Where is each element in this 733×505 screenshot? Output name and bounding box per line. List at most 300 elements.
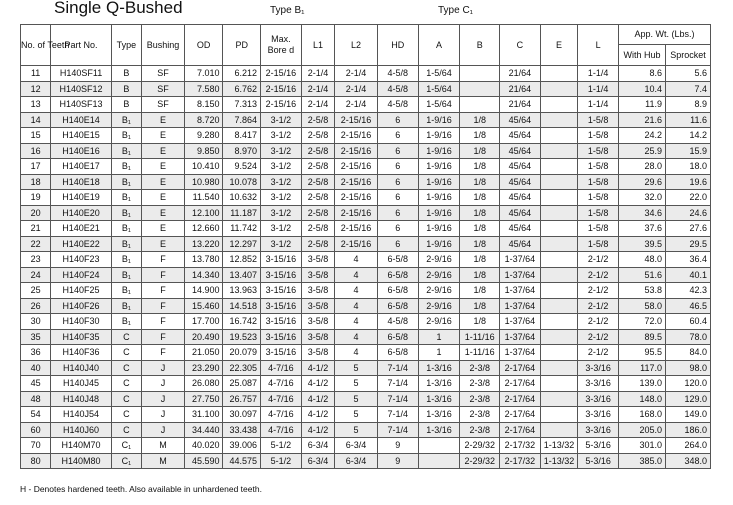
cell-bushing: E: [142, 112, 185, 128]
cell-bushing: F: [142, 345, 185, 361]
cell-a: 1: [418, 329, 460, 345]
cell-max-bore: 3-15/16: [261, 314, 302, 330]
cell-c: 45/64: [500, 128, 541, 144]
cell-bushing: SF: [142, 66, 185, 82]
cell-type: B₁: [111, 252, 141, 268]
cell-part-no: H140SF12: [51, 81, 112, 97]
cell-c: 21/64: [500, 81, 541, 97]
cell-hd: 9: [377, 438, 418, 454]
cell-with-hub: 51.6: [619, 267, 666, 283]
cell-l: 2-1/2: [578, 345, 619, 361]
cell-bushing: F: [142, 314, 185, 330]
cell-b: 1-11/16: [460, 345, 500, 361]
cell-sprocket: 19.6: [666, 174, 711, 190]
cell-l2: 2-15/16: [335, 159, 378, 175]
cell-part-no: H140J54: [51, 407, 112, 423]
header-b: B: [460, 25, 500, 66]
cell-e: [540, 345, 578, 361]
cell-hd: 6-5/8: [377, 252, 418, 268]
cell-a: 1-5/64: [418, 97, 460, 113]
cell-l: 1-1/4: [578, 66, 619, 82]
cell-l2: 4: [335, 252, 378, 268]
cell-l1: 2-5/8: [301, 143, 334, 159]
cell-l2: 4: [335, 345, 378, 361]
cell-c: 1-37/64: [500, 345, 541, 361]
cell-sprocket: 348.0: [666, 453, 711, 469]
cell-pd: 12.297: [223, 236, 261, 252]
cell-sprocket: 8.9: [666, 97, 711, 113]
cell-with-hub: 148.0: [619, 391, 666, 407]
cell-b: 1/8: [460, 128, 500, 144]
cell-max-bore: 4-7/16: [261, 391, 302, 407]
cell-sprocket: 78.0: [666, 329, 711, 345]
cell-c: 21/64: [500, 97, 541, 113]
cell-c: 1-37/64: [500, 283, 541, 299]
cell-e: [540, 174, 578, 190]
cell-type: B₁: [111, 298, 141, 314]
cell-e: [540, 143, 578, 159]
cell-max-bore: 5-1/2: [261, 453, 302, 469]
cell-type: C: [111, 329, 141, 345]
cell-b: 2-3/8: [460, 376, 500, 392]
table-row: [21, 221, 711, 237]
cell-teeth: 14: [21, 112, 51, 128]
table-row: [21, 422, 711, 438]
cell-bushing: J: [142, 422, 185, 438]
cell-type: C: [111, 407, 141, 423]
cell-pd: 9.524: [223, 159, 261, 175]
cell-b: 2-3/8: [460, 360, 500, 376]
table-row: [21, 345, 711, 361]
cell-a: 1: [418, 345, 460, 361]
cell-part-no: H140F35: [51, 329, 112, 345]
table-body: [21, 66, 711, 469]
cell-teeth: 22: [21, 236, 51, 252]
cell-c: 45/64: [500, 221, 541, 237]
cell-od: 27.750: [184, 391, 223, 407]
cell-sprocket: 129.0: [666, 391, 711, 407]
cell-max-bore: 3-15/16: [261, 267, 302, 283]
cell-bushing: J: [142, 407, 185, 423]
cell-b: 1/8: [460, 205, 500, 221]
cell-max-bore: 3-1/2: [261, 236, 302, 252]
cell-with-hub: 24.2: [619, 128, 666, 144]
cell-bushing: F: [142, 298, 185, 314]
cell-l2: 2-1/4: [335, 97, 378, 113]
cell-b: 2-3/8: [460, 391, 500, 407]
cell-hd: 4-5/8: [377, 81, 418, 97]
cell-a: 2-9/16: [418, 283, 460, 299]
cell-pd: 13.963: [223, 283, 261, 299]
cell-pd: 7.313: [223, 97, 261, 113]
header-no-of-teeth: No. of Teeth: [21, 25, 51, 66]
cell-l2: 4: [335, 314, 378, 330]
table-row: [21, 159, 711, 175]
cell-type: B₁: [111, 190, 141, 206]
cell-with-hub: 32.0: [619, 190, 666, 206]
cell-part-no: H140F30: [51, 314, 112, 330]
cell-c: 45/64: [500, 159, 541, 175]
cell-sprocket: 24.6: [666, 205, 711, 221]
cell-c: 2-17/32: [500, 453, 541, 469]
table-row: [21, 174, 711, 190]
cell-e: [540, 283, 578, 299]
cell-l2: 4: [335, 267, 378, 283]
cell-b: [460, 66, 500, 82]
cell-c: 2-17/64: [500, 376, 541, 392]
cell-pd: 33.438: [223, 422, 261, 438]
cell-bushing: E: [142, 159, 185, 175]
cell-e: [540, 391, 578, 407]
cell-l2: 5: [335, 422, 378, 438]
cell-teeth: 48: [21, 391, 51, 407]
cell-c: 45/64: [500, 190, 541, 206]
cell-teeth: 20: [21, 205, 51, 221]
cell-l: 3-3/16: [578, 391, 619, 407]
cell-b: 1/8: [460, 267, 500, 283]
cell-od: 40.020: [184, 438, 223, 454]
cell-l: 2-1/2: [578, 252, 619, 268]
type-b-label: Type B₁: [270, 5, 305, 16]
cell-l: 2-1/2: [578, 314, 619, 330]
cell-l2: 2-1/4: [335, 66, 378, 82]
header-bushing: Bushing: [142, 25, 185, 66]
cell-part-no: H140E14: [51, 112, 112, 128]
cell-od: 13.780: [184, 252, 223, 268]
cell-pd: 11.187: [223, 205, 261, 221]
cell-max-bore: 4-7/16: [261, 376, 302, 392]
cell-pd: 10.632: [223, 190, 261, 206]
header-hd: HD: [377, 25, 418, 66]
cell-max-bore: 2-15/16: [261, 81, 302, 97]
cell-max-bore: 5-1/2: [261, 438, 302, 454]
cell-pd: 16.742: [223, 314, 261, 330]
cell-part-no: H140J48: [51, 391, 112, 407]
cell-od: 11.540: [184, 190, 223, 206]
cell-bushing: E: [142, 143, 185, 159]
cell-l: 1-5/8: [578, 190, 619, 206]
cell-bushing: E: [142, 205, 185, 221]
cell-e: [540, 236, 578, 252]
cell-with-hub: 25.9: [619, 143, 666, 159]
cell-with-hub: 72.0: [619, 314, 666, 330]
cell-a: 1-5/64: [418, 81, 460, 97]
cell-hd: 6-5/8: [377, 329, 418, 345]
table-row: [21, 236, 711, 252]
cell-l: 1-5/8: [578, 236, 619, 252]
cell-od: 31.100: [184, 407, 223, 423]
cell-od: 10.410: [184, 159, 223, 175]
table-row: [21, 438, 711, 454]
cell-part-no: H140SF11: [51, 66, 112, 82]
cell-a: 1-3/16: [418, 422, 460, 438]
cell-hd: 4-5/8: [377, 97, 418, 113]
cell-hd: 6-5/8: [377, 283, 418, 299]
cell-c: 45/64: [500, 205, 541, 221]
cell-teeth: 25: [21, 283, 51, 299]
cell-pd: 7.864: [223, 112, 261, 128]
cell-type: B₁: [111, 128, 141, 144]
page-title: Single Q-Bushed: [54, 0, 183, 17]
cell-l: 1-5/8: [578, 112, 619, 128]
cell-c: 1-37/64: [500, 298, 541, 314]
cell-with-hub: 48.0: [619, 252, 666, 268]
cell-type: C: [111, 376, 141, 392]
cell-l: 2-1/2: [578, 267, 619, 283]
cell-part-no: H140E20: [51, 205, 112, 221]
cell-l1: 2-5/8: [301, 159, 334, 175]
cell-pd: 19.523: [223, 329, 261, 345]
cell-c: 1-37/64: [500, 267, 541, 283]
cell-a: 1-9/16: [418, 236, 460, 252]
cell-teeth: 60: [21, 422, 51, 438]
cell-pd: 10.078: [223, 174, 261, 190]
cell-e: 1-13/32: [540, 453, 578, 469]
cell-teeth: 17: [21, 159, 51, 175]
cell-pd: 13.407: [223, 267, 261, 283]
cell-hd: 6-5/8: [377, 345, 418, 361]
cell-l1: 3-5/8: [301, 267, 334, 283]
cell-type: C: [111, 422, 141, 438]
table-row: [21, 267, 711, 283]
cell-e: [540, 360, 578, 376]
header-sprocket: Sprocket: [666, 45, 711, 66]
cell-e: [540, 112, 578, 128]
cell-sprocket: 60.4: [666, 314, 711, 330]
cell-type: C: [111, 345, 141, 361]
cell-od: 12.660: [184, 221, 223, 237]
cell-sprocket: 42.3: [666, 283, 711, 299]
cell-l1: 3-5/8: [301, 314, 334, 330]
table-row: [21, 298, 711, 314]
cell-teeth: 24: [21, 267, 51, 283]
cell-e: [540, 298, 578, 314]
cell-with-hub: 117.0: [619, 360, 666, 376]
cell-sprocket: 84.0: [666, 345, 711, 361]
cell-l: 2-1/2: [578, 283, 619, 299]
cell-l2: 2-15/16: [335, 221, 378, 237]
cell-with-hub: 301.0: [619, 438, 666, 454]
cell-part-no: H140F25: [51, 283, 112, 299]
header-max-bore: Max. Bore d: [261, 25, 302, 66]
cell-od: 26.080: [184, 376, 223, 392]
cell-l: 1-5/8: [578, 205, 619, 221]
cell-part-no: H140E17: [51, 159, 112, 175]
cell-od: 17.700: [184, 314, 223, 330]
cell-l: 1-1/4: [578, 97, 619, 113]
cell-type: C₁: [111, 438, 141, 454]
cell-teeth: 36: [21, 345, 51, 361]
cell-l2: 6-3/4: [335, 438, 378, 454]
cell-with-hub: 168.0: [619, 407, 666, 423]
cell-hd: 6: [377, 143, 418, 159]
cell-l2: 5: [335, 391, 378, 407]
cell-l: 2-1/2: [578, 298, 619, 314]
cell-max-bore: 2-15/16: [261, 66, 302, 82]
cell-part-no: H140F23: [51, 252, 112, 268]
cell-l1: 3-5/8: [301, 329, 334, 345]
table-row: [21, 190, 711, 206]
cell-od: 8.720: [184, 112, 223, 128]
cell-l: 1-5/8: [578, 128, 619, 144]
cell-part-no: H140F24: [51, 267, 112, 283]
cell-max-bore: 3-15/16: [261, 329, 302, 345]
cell-type: B₁: [111, 174, 141, 190]
cell-l2: 2-15/16: [335, 128, 378, 144]
cell-part-no: H140E15: [51, 128, 112, 144]
cell-c: 45/64: [500, 143, 541, 159]
cell-e: 1-13/32: [540, 438, 578, 454]
cell-hd: 6: [377, 128, 418, 144]
cell-a: [418, 438, 460, 454]
cell-e: [540, 252, 578, 268]
cell-teeth: 15: [21, 128, 51, 144]
table-row: [21, 66, 711, 82]
cell-hd: 7-1/4: [377, 407, 418, 423]
cell-max-bore: 4-7/16: [261, 422, 302, 438]
cell-pd: 25.087: [223, 376, 261, 392]
cell-bushing: E: [142, 221, 185, 237]
cell-e: [540, 205, 578, 221]
cell-sprocket: 14.2: [666, 128, 711, 144]
cell-c: 2-17/32: [500, 438, 541, 454]
table-row: [21, 252, 711, 268]
cell-max-bore: 3-1/2: [261, 159, 302, 175]
cell-b: 1/8: [460, 283, 500, 299]
cell-l: 1-5/8: [578, 174, 619, 190]
cell-bushing: J: [142, 360, 185, 376]
cell-bushing: F: [142, 252, 185, 268]
cell-l: 3-3/16: [578, 422, 619, 438]
cell-b: [460, 97, 500, 113]
cell-part-no: H140E19: [51, 190, 112, 206]
cell-sprocket: 27.6: [666, 221, 711, 237]
cell-e: [540, 128, 578, 144]
cell-l2: 4: [335, 298, 378, 314]
cell-a: 1-9/16: [418, 128, 460, 144]
cell-e: [540, 314, 578, 330]
table-row: [21, 360, 711, 376]
cell-b: 1/8: [460, 190, 500, 206]
cell-l2: 4: [335, 329, 378, 345]
cell-a: 1-3/16: [418, 391, 460, 407]
cell-l: 1-5/8: [578, 143, 619, 159]
header-od: OD: [184, 25, 223, 66]
table-row: [21, 314, 711, 330]
cell-od: 34.440: [184, 422, 223, 438]
header-l: L: [578, 25, 619, 66]
cell-sprocket: 22.0: [666, 190, 711, 206]
cell-hd: 7-1/4: [377, 391, 418, 407]
cell-e: [540, 407, 578, 423]
cell-a: [418, 453, 460, 469]
cell-hd: 7-1/4: [377, 422, 418, 438]
footnote: H - Denotes hardened teeth. Also available in unhardened teeth.: [20, 484, 262, 494]
cell-with-hub: 37.6: [619, 221, 666, 237]
cell-pd: 39.006: [223, 438, 261, 454]
cell-l1: 2-5/8: [301, 128, 334, 144]
cell-pd: 22.305: [223, 360, 261, 376]
cell-a: 1-9/16: [418, 190, 460, 206]
cell-type: B₁: [111, 143, 141, 159]
cell-teeth: 45: [21, 376, 51, 392]
cell-l2: 2-15/16: [335, 174, 378, 190]
cell-l1: 3-5/8: [301, 345, 334, 361]
cell-bushing: E: [142, 174, 185, 190]
cell-od: 14.900: [184, 283, 223, 299]
cell-with-hub: 11.9: [619, 97, 666, 113]
table-row: [21, 329, 711, 345]
cell-sprocket: 120.0: [666, 376, 711, 392]
cell-max-bore: 3-1/2: [261, 112, 302, 128]
cell-sprocket: 40.1: [666, 267, 711, 283]
cell-e: [540, 422, 578, 438]
cell-e: [540, 159, 578, 175]
cell-c: 2-17/64: [500, 391, 541, 407]
cell-od: 9.850: [184, 143, 223, 159]
header-part-no: Part No.: [51, 25, 112, 66]
header-type: Type: [111, 25, 141, 66]
cell-bushing: E: [142, 190, 185, 206]
cell-with-hub: 95.5: [619, 345, 666, 361]
table-row: [21, 205, 711, 221]
table-row: [21, 81, 711, 97]
cell-pd: 12.852: [223, 252, 261, 268]
cell-l: 3-3/16: [578, 360, 619, 376]
cell-b: 1/8: [460, 236, 500, 252]
cell-max-bore: 3-1/2: [261, 174, 302, 190]
cell-teeth: 13: [21, 97, 51, 113]
cell-part-no: H140E22: [51, 236, 112, 252]
cell-pd: 11.742: [223, 221, 261, 237]
cell-type: B₁: [111, 112, 141, 128]
cell-b: 2-3/8: [460, 422, 500, 438]
cell-a: 2-9/16: [418, 298, 460, 314]
cell-type: C₁: [111, 453, 141, 469]
cell-od: 8.150: [184, 97, 223, 113]
cell-sprocket: 149.0: [666, 407, 711, 423]
cell-l: 2-1/2: [578, 329, 619, 345]
cell-part-no: H140E21: [51, 221, 112, 237]
cell-b: 2-29/32: [460, 453, 500, 469]
cell-type: B: [111, 81, 141, 97]
table-row: [21, 453, 711, 469]
header-l1: L1: [301, 25, 334, 66]
cell-with-hub: 385.0: [619, 453, 666, 469]
header-app-wt: App. Wt. (Lbs.): [619, 25, 711, 45]
cell-e: [540, 329, 578, 345]
cell-with-hub: 21.6: [619, 112, 666, 128]
cell-sprocket: 186.0: [666, 422, 711, 438]
cell-with-hub: 58.0: [619, 298, 666, 314]
cell-l2: 2-1/4: [335, 81, 378, 97]
cell-l1: 2-5/8: [301, 221, 334, 237]
cell-sprocket: 264.0: [666, 438, 711, 454]
cell-c: 45/64: [500, 112, 541, 128]
cell-l2: 6-3/4: [335, 453, 378, 469]
table-row: [21, 143, 711, 159]
cell-a: 1-9/16: [418, 221, 460, 237]
cell-l2: 2-15/16: [335, 236, 378, 252]
cell-a: 1-5/64: [418, 66, 460, 82]
cell-with-hub: 34.6: [619, 205, 666, 221]
cell-c: 1-37/64: [500, 252, 541, 268]
cell-b: [460, 81, 500, 97]
cell-od: 20.490: [184, 329, 223, 345]
cell-bushing: M: [142, 438, 185, 454]
cell-l1: 2-5/8: [301, 236, 334, 252]
cell-od: 10.980: [184, 174, 223, 190]
